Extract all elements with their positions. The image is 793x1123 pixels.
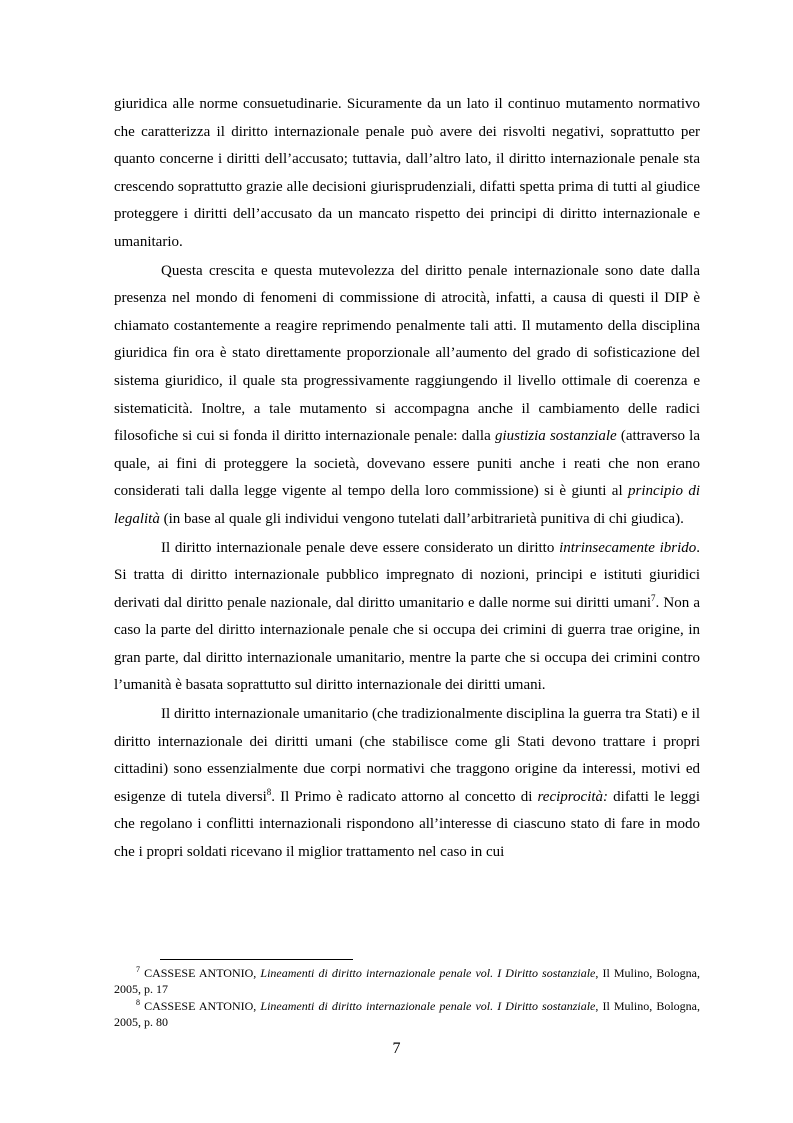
paragraph-3	[114, 535, 700, 701]
footnote-ref-7[interactable]: 7	[651, 592, 656, 603]
footnote-mark: 7	[136, 965, 140, 974]
paragraph-4-text-c: difatti le leggi che regolano i conflitti internazionali rispondono all’interesse di ciascuno stato di fare in modo che i propri soldati ricevano il miglior trattamento nel caso in cui	[114, 788, 700, 861]
paragraph-2-text-b: (attraverso la quale, ai fini di proteggere la società, dovevano essere puniti anche i reati che non erano considerati tali dalla legge vigente al tempo della loro commissione) si è giunti al	[114, 428, 700, 500]
footnote-7	[114, 965, 700, 997]
footnote-title: Lineamenti di diritto internazionale penale vol. I Diritto sostanziale	[260, 999, 596, 1013]
term-principio-di-legalita: principio di legalità	[114, 483, 701, 527]
footnote-separator	[160, 959, 353, 960]
body-text	[114, 91, 700, 867]
paragraph-4-text-a: Il diritto internazionale umanitario (che tradizionalmente disciplina la guerra tra Stati) e il diritto internazionale dei diritti umani (che stabilisce come gli Stati devono trattare i propri cittadini) sono essenzialmente due corpi normativi che traggono origine da interessi, motivi ed esigenze di tutela diversi	[114, 706, 700, 805]
paragraph-4-text-b: . Il Primo è radicato attorno al concetto di	[271, 788, 538, 805]
term-reciprocita: reciprocità:	[537, 788, 609, 805]
footnotes	[114, 965, 700, 1031]
paragraph-3-text-b: . Si tratta di diritto internazionale pubblico impregnato di nozioni, principi e istituti giuridici derivati dal diritto penale nazionale, dal diritto umanitario e dalle norme sui diritti umani	[114, 539, 701, 611]
footnote-publisher: , Il Mulino, Bologna, 2005, p. 80	[114, 999, 700, 1029]
paragraph-2-text-c: (in base al quale gli individui vengono tutelati dall’arbitrarietà punitiva di chi giudica).	[159, 510, 684, 527]
footnote-title: Lineamenti di diritto internazionale penale vol. I Diritto sostanziale	[260, 966, 596, 980]
footnote-author: CASSESE ANTONIO,	[140, 999, 261, 1013]
footnote-publisher: , Il Mulino, Bologna, 2005, p. 17	[114, 966, 700, 996]
paragraph-1	[114, 91, 700, 257]
paragraph-3-text-a: Il diritto internazionale penale deve essere considerato un diritto	[161, 539, 560, 556]
footnote-mark: 8	[136, 998, 140, 1007]
paragraph-2	[114, 258, 700, 534]
paragraph-3-text-c: . Non a caso la parte del diritto internazionale penale che si occupa dei crimini di guerra trae origine, in gran parte, dal diritto internazionale umanitario, mentre la parte che si occupa dei crimini contro l’umanità è basata soprattutto sul diritto internazionale dei diritti umani.	[114, 594, 700, 694]
term-intrinsecamente-ibrido: intrinsecamente ibrido	[559, 539, 697, 556]
footnote-ref-8[interactable]: 8	[266, 786, 272, 797]
paragraph-1-text: giuridica alle norme consuetudinarie. Sicuramente da un lato il continuo mutamento normativo che caratterizza il diritto internazionale penale può avere dei risvolti negativi, soprattutto per quanto concerne i diritti dell’accusato; tuttavia, dall’altro lato, il diritto internazionale penale sta crescendo soprattutto grazie alle decisioni giurisprudenziali, difatti spetta prima di tutti al giudice proteggere i diritti dell’accusato da un mancato rispetto dei principi di diritto internazionale e umanitario.	[114, 96, 700, 250]
paragraph-4	[114, 701, 700, 867]
term-giustizia-sostanziale: giustizia sostanziale	[494, 428, 617, 445]
footnote-8	[114, 998, 700, 1030]
footnote-author: CASSESE ANTONIO,	[140, 966, 261, 980]
page-number: 7	[392, 1040, 401, 1057]
paragraph-2-text-a: Questa crescita e questa mutevolezza del diritto penale internazionale sono date dalla presenza nel mondo di fenomeni di commissione di atrocità, infatti, a causa di questi il DIP è chiamato costantemente a reagire reprimendo penalmente tali atti. Il mutamento della disciplina giuridica fin ora è stato direttamente proporzionale all’aumento del grado di sofisticazione del sistema giuridico, il quale sta progressivamente raggiungendo il livello ottimale di coerenza e sistematicità. Inoltre, a tale mutamento si accompagna anche il cambiamento delle radici filosofiche si cui si fonda il diritto internazionale penale: dalla	[114, 262, 700, 445]
